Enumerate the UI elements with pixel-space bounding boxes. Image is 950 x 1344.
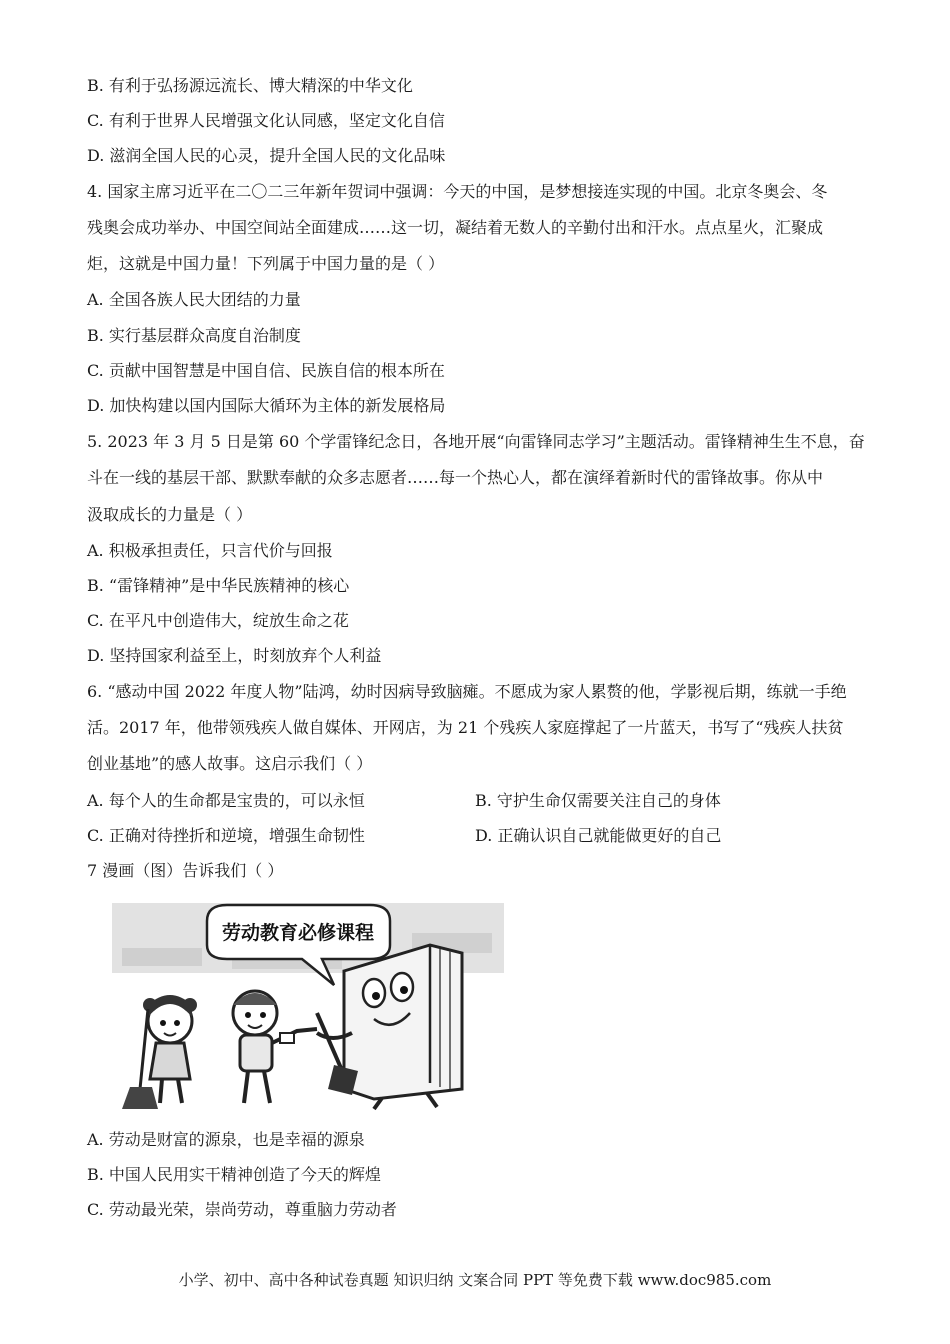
q5-option-c: C. 在平凡中创造伟大，绽放生命之花 bbox=[87, 611, 349, 630]
q4-stem-line2: 残奥会成功举办、中国空间站全面建成……这一切，凝结着无数人的辛勤付出和汗水。点点星火，汇聚成 bbox=[87, 218, 824, 237]
q4-option-a: A. 全国各族人民大团结的力量 bbox=[87, 290, 301, 309]
q3-option-c: C. 有利于世界人民增强文化认同感，坚定文化自信 bbox=[87, 111, 445, 130]
q4-option-b: B. 实行基层群众高度自治制度 bbox=[87, 326, 301, 345]
q6-option-a: A. 每个人的生命都是宝贵的，可以永恒 bbox=[87, 791, 365, 810]
q5-stem-line1: 5. 2023 年 3 月 5 日是第 60 个学雷锋纪念日，各地开展“向雷锋同志学习”主题活动。雷锋精神生生不息，奋 bbox=[87, 432, 865, 451]
q6-option-b: B. 守护生命仅需要关注自己的身体 bbox=[475, 791, 721, 810]
page-footer: 小学、初中、高中各种试卷真题 知识归纳 文案合同 PPT 等免费下载 www.doc985.com bbox=[178, 1271, 772, 1289]
q5-stem-line2: 斗在一线的基层干部、默默奉献的众多志愿者……每一个热心人，都在演绎着新时代的雷锋故事。你从中 bbox=[87, 468, 824, 487]
q6-option-d: D. 正确认识自己就能做更好的自己 bbox=[475, 826, 722, 845]
q6-stem-line2: 活。2017 年，他带领残疾人做自媒体、开网店，为 21 个残疾人家庭撑起了一片蓝天，书写了“残疾人扶贫 bbox=[87, 718, 844, 737]
q7-option-c: C. 劳动最光荣，崇尚劳动，尊重脑力劳动者 bbox=[87, 1200, 397, 1219]
q4-stem-line1: 4. 国家主席习近平在二〇二三年新年贺词中强调：今天的中国，是梦想接连实现的中国。北京冬奥会、冬 bbox=[87, 182, 828, 201]
q4-stem-line3: 炬，这就是中国力量！下列属于中国力量的是（ ） bbox=[87, 254, 445, 273]
q3-option-d: D. 滋润全国人民的心灵，提升全国人民的文化品味 bbox=[87, 146, 446, 165]
q5-option-b: B. “雷锋精神”是中华民族精神的核心 bbox=[87, 576, 350, 595]
q7-option-b: B. 中国人民用实干精神创造了今天的辉煌 bbox=[87, 1165, 381, 1184]
q5-stem-line3: 汲取成长的力量是（ ） bbox=[87, 505, 253, 524]
q6-stem-line1: 6. “感动中国 2022 年度人物”陆鸿，幼时因病导致脑瘫。不愿成为家人累赘的他，学影视后期，练就一手绝 bbox=[87, 682, 847, 701]
q5-option-d: D. 坚持国家利益至上，时刻放弃个人利益 bbox=[87, 646, 382, 665]
labor-education-cartoon bbox=[112, 893, 504, 1111]
q4-option-d: D. 加快构建以国内国际大循环为主体的新发展格局 bbox=[87, 396, 446, 415]
q4-option-c: C. 贡献中国智慧是中国自信、民族自信的根本所在 bbox=[87, 361, 445, 380]
q5-option-a: A. 积极承担责任，只言代价与回报 bbox=[87, 541, 333, 560]
q6-stem-line3: 创业基地”的感人故事。这启示我们（ ） bbox=[87, 754, 373, 773]
q3-option-b: B. 有利于弘扬源远流长、博大精深的中华文化 bbox=[87, 76, 413, 95]
cartoon-caption: 劳动教育必修课程 bbox=[221, 922, 375, 944]
q7-option-a: A. 劳动是财富的源泉，也是幸福的源泉 bbox=[87, 1130, 365, 1149]
q6-option-c: C. 正确对待挫折和逆境，增强生命韧性 bbox=[87, 826, 365, 845]
q7-stem: 7 漫画（图）告诉我们（ ） bbox=[87, 861, 284, 880]
